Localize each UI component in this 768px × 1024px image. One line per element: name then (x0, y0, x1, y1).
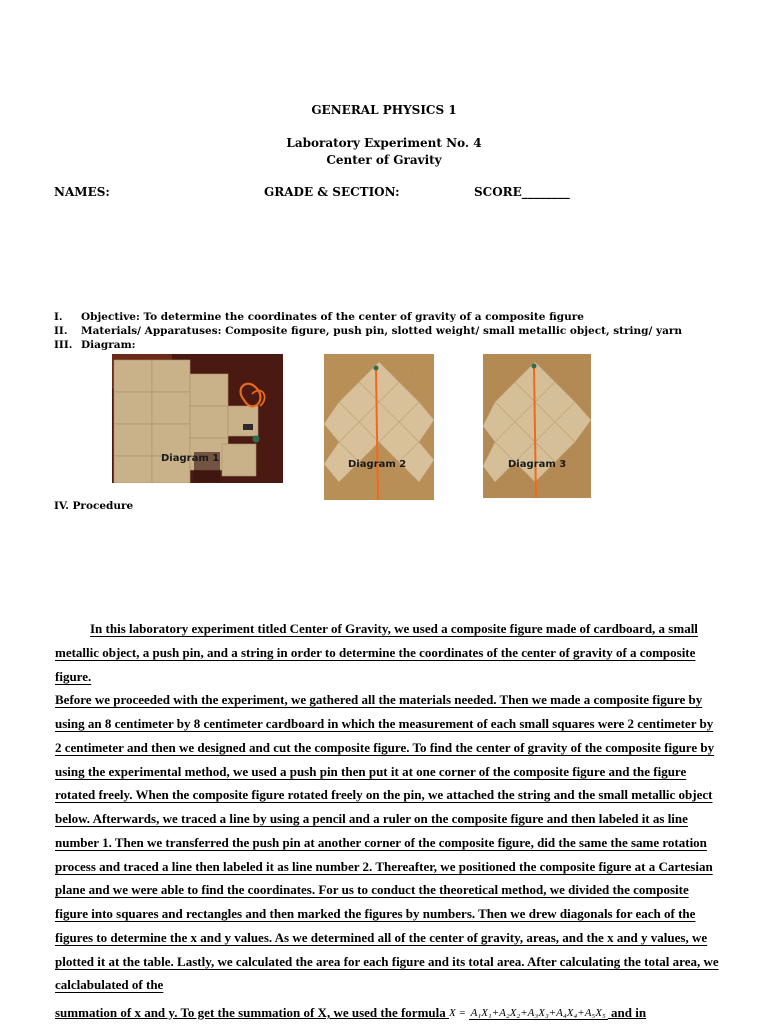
grade-section-label: GRADE & SECTION: (264, 185, 400, 199)
experiment-title: Laboratory Experiment No. 4 (286, 136, 482, 150)
procedure-body (55, 617, 720, 997)
diagram-1-caption: Diagram 1 (161, 453, 220, 464)
topic-title: Center of Gravity (326, 153, 442, 167)
diagram-3-image (483, 354, 591, 498)
course-title: GENERAL PHYSICS 1 (311, 103, 457, 117)
paragraph-1: In this laboratory experiment titled Center of Gravity, we used a composite figure made of cardboard, a small metallic object, a push pin, and a string in order to determine the coordinates of the center of gravity of a composite figure. (55, 621, 698, 684)
section-objective: I. Objective: To determine the coordinates of the center of gravity of a composite figure (54, 311, 584, 323)
procedure-heading: IV. Procedure (54, 500, 134, 512)
formula-line-before: summation of x and y. To get the summation of X, we used the formula (55, 1005, 449, 1021)
section-diagram: III. Diagram: (54, 339, 136, 351)
names-label: NAMES: (54, 185, 110, 199)
diagram-1-photo (112, 354, 283, 483)
formula-line-after: and in (607, 1005, 647, 1021)
diagram-2-caption: Diagram 2 (348, 459, 407, 470)
sections-list (54, 310, 682, 352)
formula-line (55, 1004, 720, 1021)
paragraph-2: Before we proceeded with the experiment, we gathered all the materials needed. Then we made a composite figure by using an 8 centimeter by 8 centimeter cardboard in which the measurement of each small squares were 2 centimeter by 2 centimeter and then we designed and cut the composite figure. To find the center of gravity of the composite figure by using the experimental method, we used a push pin then put it at one corner of the composite figure and the figure rotated freely. When the composite figure rotated freely on the pin, we attached the string and the small metallic object below. Afterwards, we traced a line by using a pencil and a ruler on the composite figure and then labeled it as line number 1. Then we transferred the push pin at another corner of the composite figure, did the same the same rotation process and traced a line then labeled it as line number 2. Thereafter, we positioned the composite figure at a Cartesian plane and we were able to find the coordinates. For us to conduct the theoretical method, we divided the composite figure into squares and rectangles and then marked the figures by numbers. Then we drew diagonals for each of the figures to determine the x and y values. As we determined all of the center of gravity, areas, and the x and y values, we plotted it at the table. Lastly, we calculated the area for each figure and its total area. After calculating the total area, we calclabulated of the (55, 692, 719, 993)
diagram-3-caption: Diagram 3 (508, 459, 567, 470)
diagram-2-photo (324, 354, 434, 500)
diagram-2-image (324, 354, 434, 500)
diagram-3-photo (483, 354, 591, 498)
section-materials: II. Materials/ Apparatuses: Composite figure, push pin, slotted weight/ small metallic object, string/ yarn (54, 325, 683, 337)
summation-x-formula: X = A₁X₁+A₂X₂+A₃X₃+A₄X₄+A₅X₅ (449, 1007, 606, 1020)
score-label: SCORE________ (474, 185, 570, 199)
